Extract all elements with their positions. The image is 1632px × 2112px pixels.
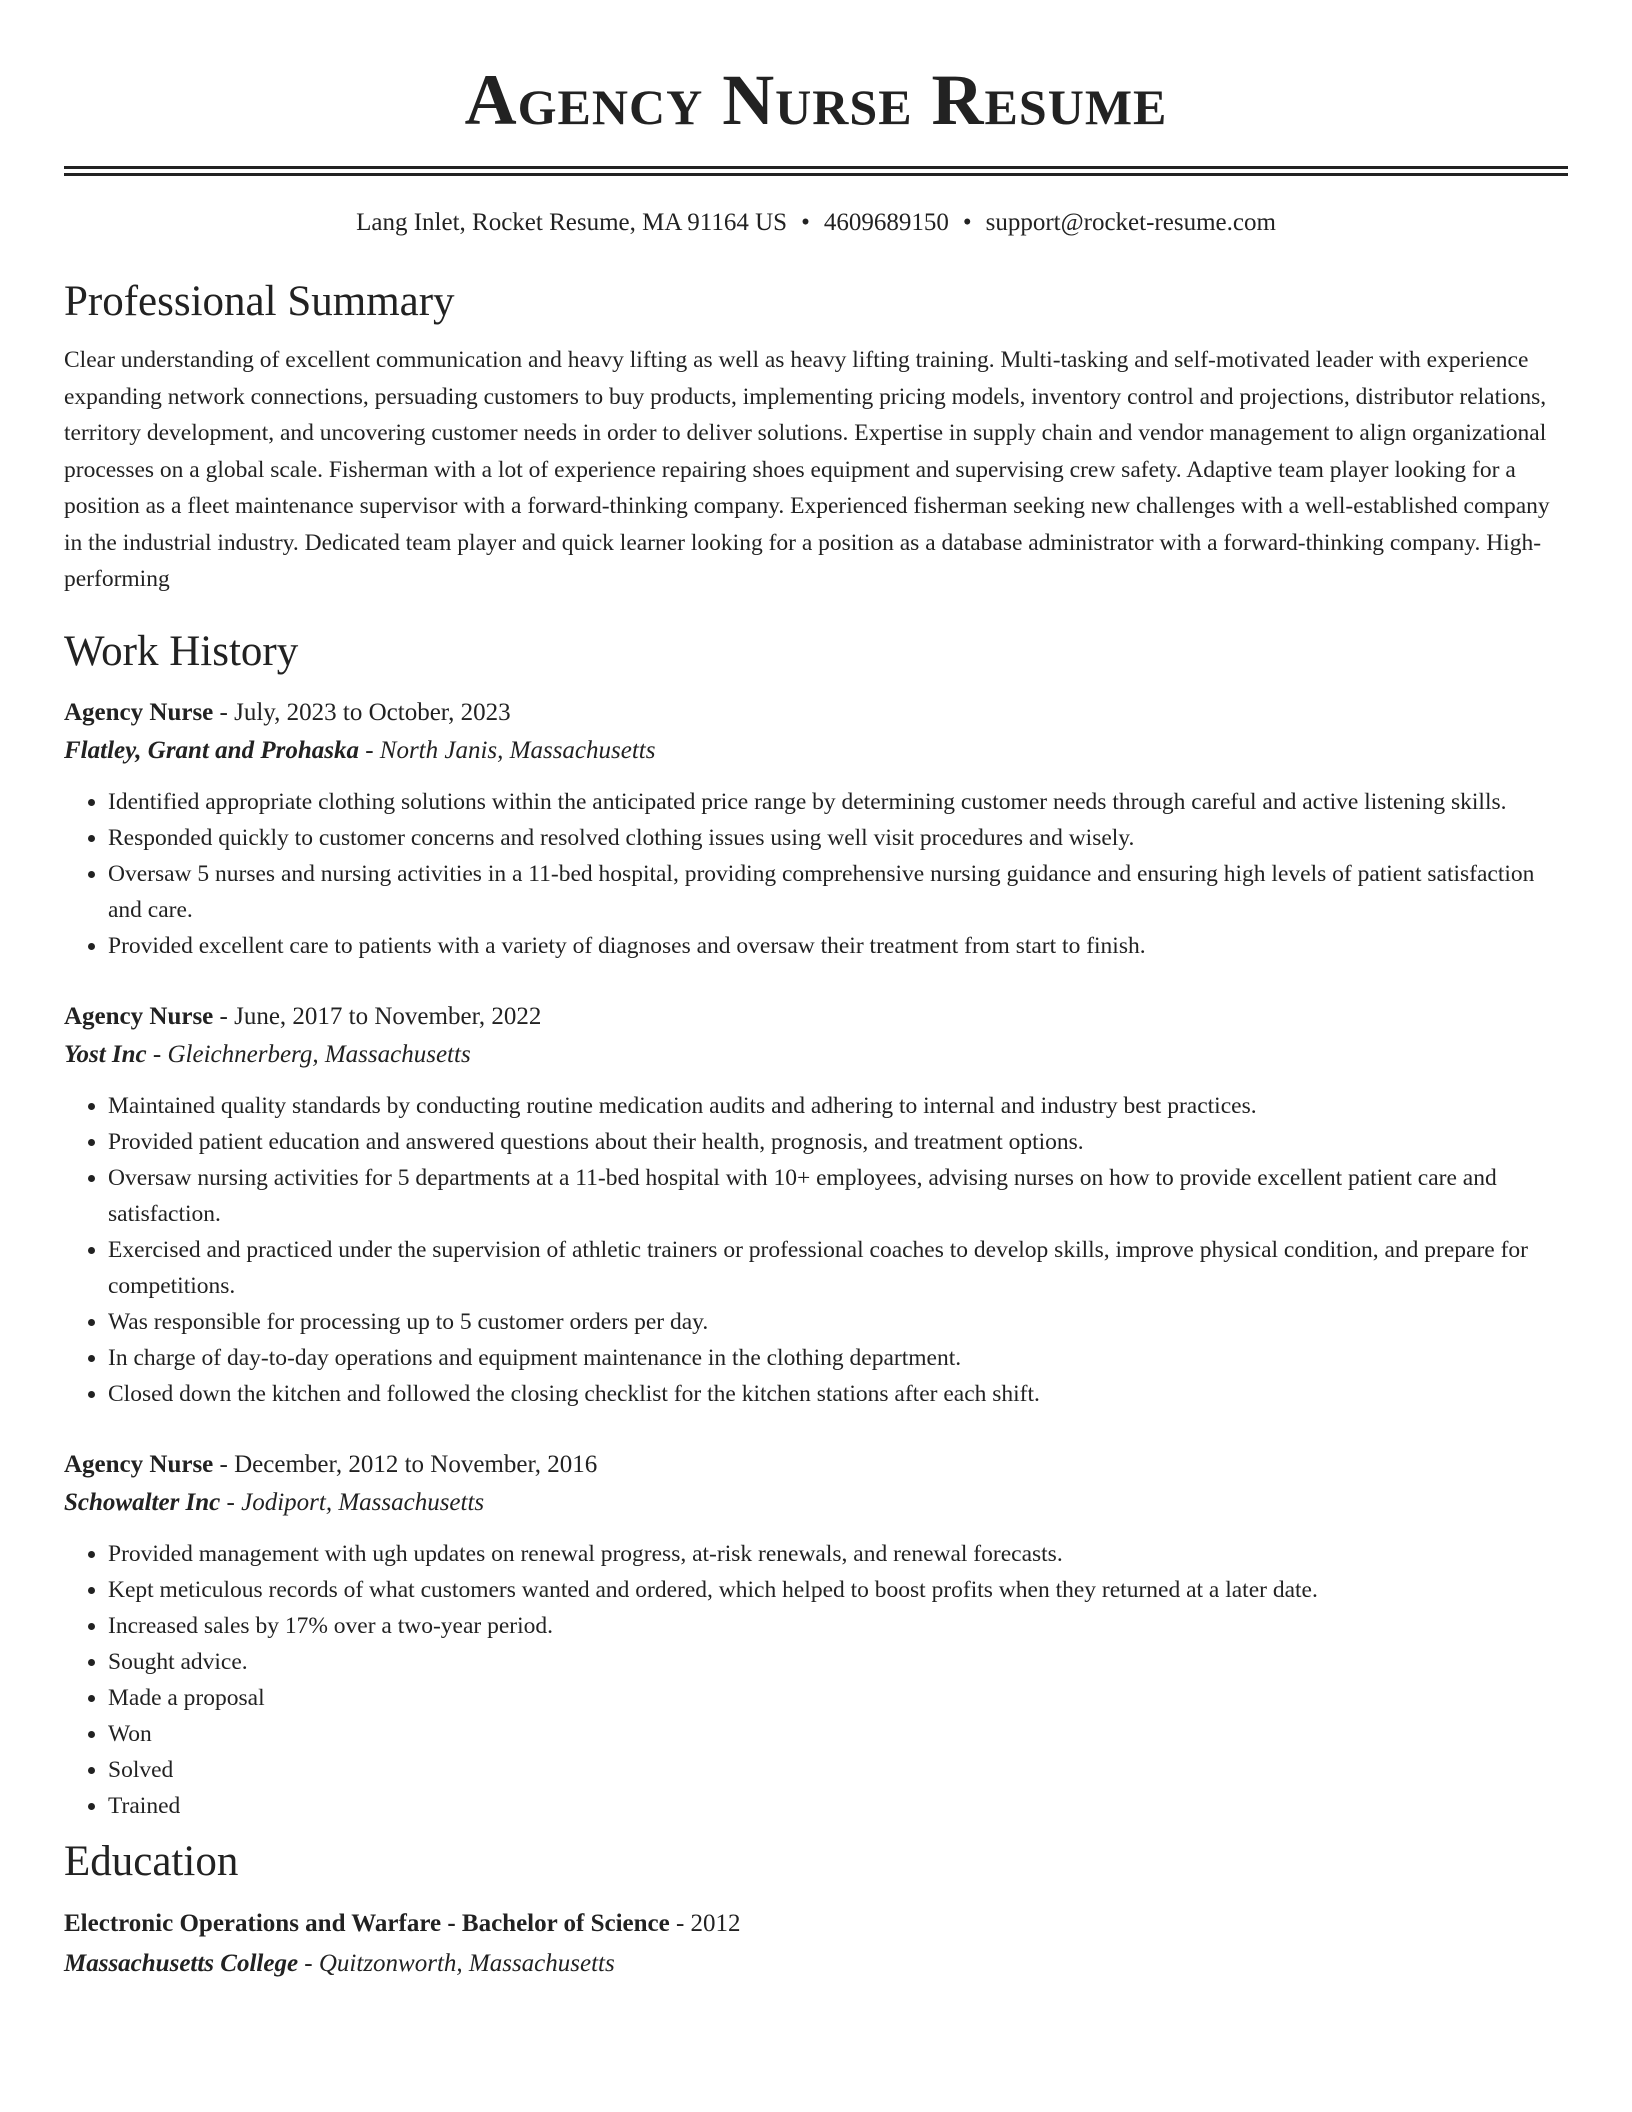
job-bullet: • Made a proposal [108,1680,1568,1716]
job-bullet: • Oversaw nursing activities for 5 departments at a 11-bed hospital with 10+ employees, advising nurses on how to provide excellent patient care and satisfaction. [108,1160,1568,1232]
education-dash: - [669,1909,691,1937]
job-title: Agency Nurse [64,698,214,726]
job-company: Schowalter Inc [64,1488,221,1516]
job-dash: - [358,736,380,764]
contact-address: Lang Inlet, Rocket Resume, MA 91164 US [356,209,788,236]
job-title: Agency Nurse [64,1002,214,1030]
education-year: 2012 [690,1909,741,1937]
job-bullet: • Exercised and practiced under the supervision of athletic trainers or professional coaches to develop skills, improve physical condition, and prepare for competitions. [108,1232,1568,1304]
education-degree: Electronic Operations and Warfare - Bachelor of Science [64,1909,670,1937]
job-entry [64,998,1568,1412]
education-heading: Education [64,1837,239,1885]
job-dash: - [213,698,235,726]
job-entry [64,1446,1568,1824]
education-location: Quitzonworth, Massachusetts [318,1949,615,1977]
contact-separator: • [801,209,810,236]
education-entry [64,1904,1568,1984]
job-bullet: • Identified appropriate clothing solutions within the anticipated price range by determining customer needs through careful and active listening skills. [108,784,1568,820]
job-entry [64,694,1568,964]
education-school-line [64,1944,1568,1984]
job-bullet: • Oversaw 5 nurses and nursing activities in a 11-bed hospital, providing comprehensive nursing guidance and ensuring high levels of patient satisfaction and care. [108,856,1568,928]
job-dash: - [220,1488,242,1516]
job-bullet: • Increased sales by 17% over a two-year period. [108,1608,1568,1644]
job-company-line [64,1484,1568,1522]
job-dates: December, 2012 to November, 2016 [234,1450,598,1478]
contact-line [64,206,1568,240]
title-divider [64,166,1568,176]
job-bullets [64,1088,1568,1412]
job-bullet: • Won [108,1716,1568,1752]
job-bullet: • In charge of day-to-day operations and equipment maintenance in the clothing department. [108,1340,1568,1376]
job-dates: June, 2017 to November, 2022 [234,1002,542,1030]
job-bullet: • Closed down the kitchen and followed the closing checklist for the kitchen stations after each shift. [108,1376,1568,1412]
job-company: Yost Inc [64,1040,147,1068]
job-bullets [64,784,1568,964]
contact-email: support@rocket-resume.com [985,209,1276,236]
summary-heading: Professional Summary [64,278,455,325]
job-title-line [64,1446,1568,1484]
job-dash: - [146,1040,168,1068]
job-bullet: • Provided management with ugh updates on renewal progress, at-risk renewals, and renewal forecasts. [108,1536,1568,1572]
education-degree-line [64,1904,1568,1944]
summary-text: Clear understanding of excellent communication and heavy lifting as well as heavy lifting training. Multi-tasking and self-motivated leader with experience expanding network connections, persuading customers to buy products, implementing pricing models, inventory control and projections, distributor relations, territory development, and uncovering customer needs in order to deliver solutions. Expertise in supply chain and vendor management to align organizational processes on a global scale. Fisherman with a lot of experience repairing shoes equipment and supervising crew safety. Adaptive team player looking for a position as a fleet maintenance supervisor with a forward-thinking company. Experienced fisherman seeking new challenges with a well-established company in the industrial industry. Dedicated team player and quick learner looking for a position as a database administrator with a forward-thinking company. High-performing [64,347,1550,592]
work-history-heading: Work History [64,627,299,675]
education-school: Massachusetts College [64,1949,299,1977]
job-bullet: • Sought advice. [108,1644,1568,1680]
job-company-line [64,732,1568,770]
job-bullet: • Trained [108,1788,1568,1824]
job-location: North Janis, Massachusetts [379,736,656,764]
job-bullets [64,1536,1568,1824]
job-location: Gleichnerberg, Massachusetts [167,1040,471,1068]
job-dash: - [213,1002,235,1030]
job-dash: - [213,1450,235,1478]
job-dates: July, 2023 to October, 2023 [234,698,511,726]
job-company: Flatley, Grant and Prohaska [64,736,359,764]
resume-title: Agency Nurse Resume [464,60,1168,140]
job-company-line [64,1036,1568,1074]
job-bullet: • Was responsible for processing up to 5 customer orders per day. [108,1304,1568,1340]
job-bullet: • Provided excellent care to patients with a variety of diagnoses and oversaw their treatment from start to finish. [108,928,1568,964]
job-bullet: • Maintained quality standards by conducting routine medication audits and adhering to internal and industry best practices. [108,1088,1568,1124]
job-location: Jodiport, Massachusetts [241,1488,485,1516]
job-bullet: • Responded quickly to customer concerns and resolved clothing issues using well visit procedures and wisely. [108,820,1568,856]
contact-phone: 4609689150 [823,209,949,236]
job-title-line [64,998,1568,1036]
job-bullet: • Solved [108,1752,1568,1788]
education-dash: - [298,1949,319,1977]
job-title: Agency Nurse [64,1450,214,1478]
job-title-line [64,694,1568,732]
job-bullet: • Provided patient education and answered questions about their health, prognosis, and treatment options. [108,1124,1568,1160]
contact-separator: • [962,209,972,236]
job-bullet: • Kept meticulous records of what customers wanted and ordered, which helped to boost profits when they returned at a later date. [108,1572,1568,1608]
